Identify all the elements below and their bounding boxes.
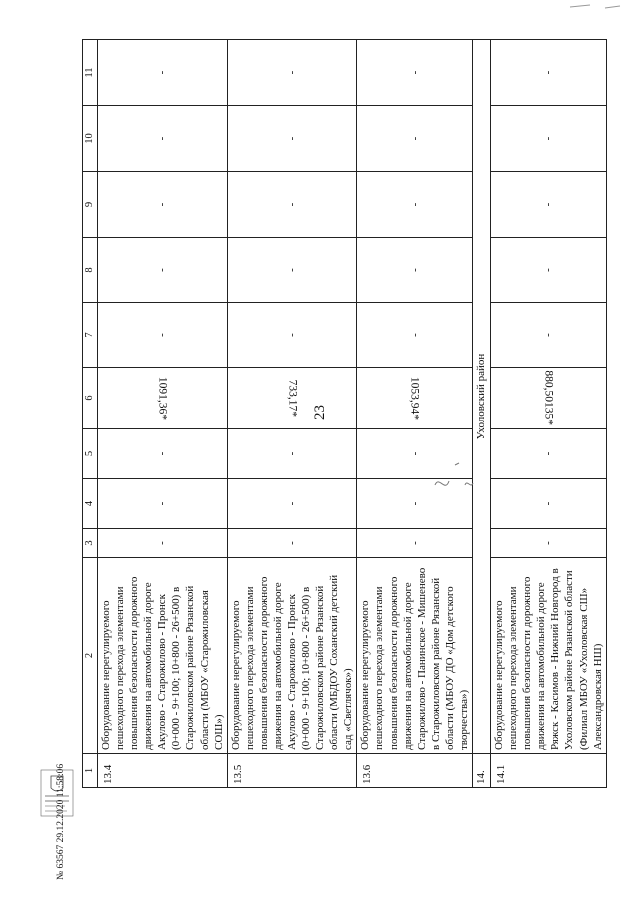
amount-cell xyxy=(98,368,228,429)
cell: - xyxy=(227,106,357,172)
cell: - xyxy=(357,40,473,106)
header-cell: 6 xyxy=(83,368,98,429)
cell: - xyxy=(491,303,607,368)
cell: - xyxy=(227,172,357,238)
cell: - xyxy=(491,529,607,558)
amount-value: 733,17* xyxy=(286,379,299,417)
header-cell: 3 xyxy=(83,529,98,558)
cell: - xyxy=(491,106,607,172)
amount-cell xyxy=(491,368,607,429)
amount-value: 1053,94* xyxy=(409,376,422,420)
header-cell: 5 xyxy=(83,429,98,479)
page-number: 23 xyxy=(311,405,328,420)
header-row xyxy=(83,40,98,788)
cell: - xyxy=(357,106,473,172)
cell: - xyxy=(227,303,357,368)
cell: - xyxy=(98,303,228,368)
cell: - xyxy=(227,238,357,303)
row-number: 13.5 xyxy=(227,754,357,788)
cell: - xyxy=(98,40,228,106)
table-row xyxy=(357,40,473,788)
cell: - xyxy=(98,479,228,529)
handwritten-mark xyxy=(425,455,480,500)
amount-value: 1091,36* xyxy=(156,376,169,420)
cell: - xyxy=(357,303,473,368)
row-number: 14.1 xyxy=(491,754,607,788)
cell: - xyxy=(491,429,607,479)
amount-cell xyxy=(357,368,473,429)
cell: - xyxy=(357,172,473,238)
header-cell: 8 xyxy=(83,238,98,303)
row-description: Оборудование нерегулируемого пешеходного перехода элементами повышения безопасности дорожного движения на автомобильной дороге Ряжск - Касимов - Нижний Новгород в Ухоловском районе Рязанской области (Филиал МБОУ «Ухоловская СШ» Александровская НШ) xyxy=(491,558,607,754)
row-number: 13.4 xyxy=(98,754,228,788)
header-cell: 1 xyxy=(83,754,98,788)
row-description: Оборудование нерегулируемого пешеходного перехода элементами повышения безопасности дорожного движения на автомобильной дороге Старожилово - Панинское - Мишенево в Старожиловском районе Рязанской области (МБОУ ДО «Дом детского творчества») xyxy=(357,558,473,754)
cell: - xyxy=(357,238,473,303)
coat-of-arms-stamp-icon xyxy=(37,768,77,818)
amount-value: 880,50135* xyxy=(542,370,555,426)
cell: - xyxy=(227,479,357,529)
cell: - xyxy=(491,479,607,529)
cell: - xyxy=(357,529,473,558)
cell: - xyxy=(227,529,357,558)
region-row xyxy=(473,40,491,788)
document-table-area xyxy=(82,40,604,788)
row-description: Оборудование нерегулируемого пешеходного перехода элементами повышения безопасности дорожного движения на автомобильной дороге Акулово - Старожилово - Пронск (0+000 - 9+100; 10+800 - 26+500) в Старожиловском районе Рязанской области (МБОУ «Старожиловская СОШ») xyxy=(98,558,228,754)
cell: - xyxy=(98,429,228,479)
header-cell: 7 xyxy=(83,303,98,368)
cell: - xyxy=(98,172,228,238)
cell: - xyxy=(357,429,473,479)
header-cell: 4 xyxy=(83,479,98,529)
region-title: Ухоловский район xyxy=(473,40,491,754)
cell: - xyxy=(98,529,228,558)
header-cell: 9 xyxy=(83,172,98,238)
cell: - xyxy=(227,40,357,106)
amount-cell xyxy=(227,368,357,429)
header-cell: 2 xyxy=(83,558,98,754)
header-cell: 11 xyxy=(83,40,98,106)
header-cell: 10 xyxy=(83,106,98,172)
cell: - xyxy=(357,479,473,529)
table-row xyxy=(491,40,607,788)
document-stamp-text: № 63567 29.12.2020 11:58:06 xyxy=(56,763,66,880)
cell: - xyxy=(491,238,607,303)
program-table xyxy=(82,39,607,788)
cell: - xyxy=(491,172,607,238)
row-description: Оборудование нерегулируемого пешеходного перехода элементами повышения безопасности дорожного движения на автомобильной дороге Акулово - Старожилово - Пронск (0+000 - 9+100; 10+800 - 26+500) в Старожиловском районе Рязанской области (МБДОУ Соханский детский сад «Светлячок») xyxy=(227,558,357,754)
cell: - xyxy=(98,238,228,303)
cell: - xyxy=(98,106,228,172)
table-row xyxy=(98,40,228,788)
region-number: 14. xyxy=(473,754,491,788)
scan-corner-mark xyxy=(560,0,640,12)
table-row xyxy=(227,40,357,788)
row-number: 13.6 xyxy=(357,754,473,788)
cell: - xyxy=(227,429,357,479)
cell: - xyxy=(491,40,607,106)
